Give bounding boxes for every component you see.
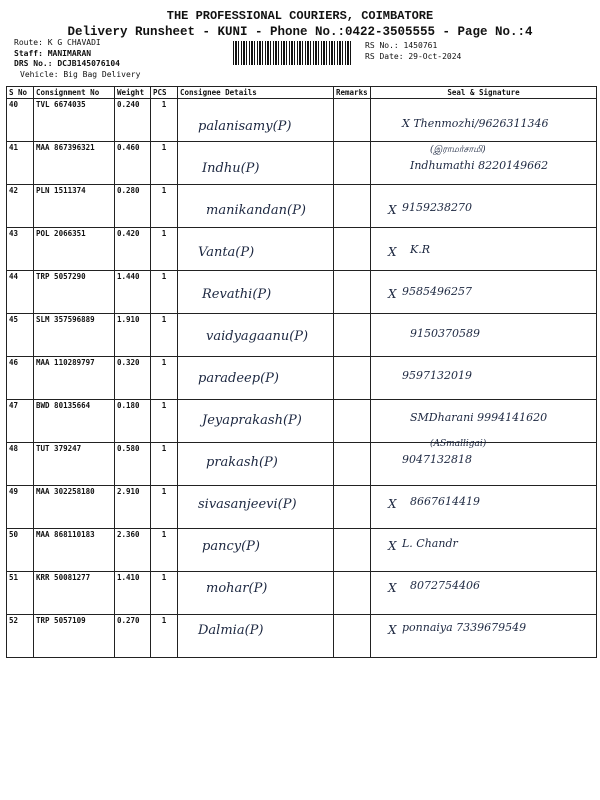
- consignment-cell: MAA 302258180: [34, 486, 115, 529]
- pcs-cell: 1: [151, 357, 178, 400]
- signature-text: 9047132818: [402, 453, 472, 466]
- consignment-cell: TVL 6674035: [34, 99, 115, 142]
- column-header: PCS: [151, 87, 178, 99]
- column-header: Seal & Signature: [371, 87, 597, 99]
- weight-cell: 1.440: [115, 271, 151, 314]
- consignment-cell: PLN 1511374: [34, 185, 115, 228]
- sno-cell: 47: [7, 400, 34, 443]
- consignment-cell: POL 2066351: [34, 228, 115, 271]
- signature-text: SMDharani 9994141620: [410, 411, 548, 424]
- consignment-cell: MAA 868110183: [34, 529, 115, 572]
- signature-mark: X: [388, 287, 397, 301]
- table-row: [7, 271, 597, 314]
- sno-cell: 43: [7, 228, 34, 271]
- consignment-cell: MAA 867396321: [34, 142, 115, 185]
- pcs-cell: 1: [151, 615, 178, 658]
- remarks-cell: [334, 443, 371, 486]
- pcs-cell: 1: [151, 185, 178, 228]
- sno-cell: 52: [7, 615, 34, 658]
- weight-cell: 2.910: [115, 486, 151, 529]
- weight-cell: 0.320: [115, 357, 151, 400]
- remarks-cell: [334, 529, 371, 572]
- signature-mark: X: [388, 539, 397, 553]
- consignment-cell: SLM 357596889: [34, 314, 115, 357]
- drs-value: DCJB145076104: [57, 59, 120, 68]
- staff-value: MANIMARAN: [47, 48, 92, 58]
- consignment-cell: KRR 50081277: [34, 572, 115, 615]
- column-header: Consignee Details: [178, 87, 334, 99]
- table-row: [7, 357, 597, 400]
- signature-text: K.R: [410, 243, 430, 256]
- consignee-name: sivasanjeevi(P): [198, 497, 297, 512]
- weight-cell: 0.420: [115, 228, 151, 271]
- barcode-icon: [233, 41, 353, 65]
- signature-text: 9585496257: [402, 285, 472, 298]
- consignment-cell: MAA 110289797: [34, 357, 115, 400]
- signature-text: 9159238270: [402, 201, 472, 214]
- sno-cell: 50: [7, 529, 34, 572]
- rs-no-value: 1450761: [403, 41, 438, 50]
- consignee-name: palanisamy(P): [198, 119, 292, 134]
- remarks-cell: [334, 185, 371, 228]
- signature-mark: X: [388, 581, 397, 595]
- seal-signature-cell: [371, 228, 597, 271]
- weight-cell: 0.270: [115, 615, 151, 658]
- column-header: S No: [7, 87, 34, 99]
- signature-mark: X: [388, 203, 397, 217]
- sno-cell: 42: [7, 185, 34, 228]
- consignee-name: prakash(P): [206, 455, 278, 470]
- remarks-cell: [334, 99, 371, 142]
- remarks-cell: [334, 400, 371, 443]
- rs-date-value: 29-Oct-2024: [408, 51, 462, 61]
- consignee-name: Jeyaprakash(P): [202, 413, 302, 428]
- sno-cell: 49: [7, 486, 34, 529]
- remarks-cell: [334, 271, 371, 314]
- weight-cell: 0.460: [115, 142, 151, 185]
- sno-cell: 46: [7, 357, 34, 400]
- signature-mark: X: [388, 497, 397, 511]
- signature-text: 9597132019: [402, 369, 472, 382]
- signature-mark: (இராமர்சாமி): [430, 145, 486, 155]
- seal-signature-cell: [371, 314, 597, 357]
- vehicle-value: Big Bag Delivery: [63, 69, 141, 79]
- remarks-cell: [334, 572, 371, 615]
- signature-text: L. Chandr: [402, 537, 458, 550]
- table-header-row: [7, 87, 597, 99]
- weight-cell: 0.240: [115, 99, 151, 142]
- sheet-title: THE PROFESSIONAL COURIERS, COIMBATORE: [166, 9, 434, 23]
- pcs-cell: 1: [151, 529, 178, 572]
- column-header: Remarks: [334, 87, 371, 99]
- signature-text: X Thenmozhi/9626311346: [402, 117, 549, 130]
- pcs-cell: 1: [151, 400, 178, 443]
- sno-cell: 45: [7, 314, 34, 357]
- sno-cell: 51: [7, 572, 34, 615]
- route-value: K G CHAVADI: [47, 38, 101, 47]
- column-header: Consignment No: [34, 87, 115, 99]
- consignment-cell: BWD 80135664: [34, 400, 115, 443]
- header-left: Route: K G CHAVADI Staff: MANIMARAN DRS No.: DCJB145076104 Vehicle: Big Bag Delivery: [14, 38, 141, 79]
- sno-cell: 48: [7, 443, 34, 486]
- signature-text: 8072754406: [410, 579, 480, 592]
- table-row: [7, 443, 597, 486]
- pcs-cell: 1: [151, 142, 178, 185]
- pcs-cell: 1: [151, 314, 178, 357]
- weight-cell: 1.910: [115, 314, 151, 357]
- consignment-cell: TRP 5057290: [34, 271, 115, 314]
- consignee-name: vaidyagaanu(P): [206, 329, 309, 344]
- weight-cell: 1.410: [115, 572, 151, 615]
- consignee-name: Vanta(P): [198, 245, 255, 260]
- signature-mark: (ASmalligai): [430, 439, 487, 449]
- remarks-cell: [334, 314, 371, 357]
- sno-cell: 41: [7, 142, 34, 185]
- table-row: [7, 486, 597, 529]
- signature-mark: X: [388, 245, 397, 259]
- seal-signature-cell: [371, 529, 597, 572]
- pcs-cell: 1: [151, 486, 178, 529]
- sno-cell: 40: [7, 99, 34, 142]
- pcs-cell: 1: [151, 228, 178, 271]
- consignee-name: paradeep(P): [198, 371, 279, 386]
- consignee-name: Indhu(P): [202, 161, 260, 176]
- signature-mark: X: [388, 623, 397, 637]
- table-row: [7, 529, 597, 572]
- signature-text: 8667614419: [410, 495, 480, 508]
- weight-cell: 2.360: [115, 529, 151, 572]
- table-row: [7, 572, 597, 615]
- signature-text: Indhumathi 8220149662: [410, 159, 549, 172]
- pcs-cell: 1: [151, 572, 178, 615]
- pcs-cell: 1: [151, 443, 178, 486]
- consignment-cell: TRP 5057109: [34, 615, 115, 658]
- consignment-cell: TUT 379247: [34, 443, 115, 486]
- seal-signature-cell: [371, 486, 597, 529]
- pcs-cell: 1: [151, 271, 178, 314]
- weight-cell: 0.180: [115, 400, 151, 443]
- sheet-subtitle: Delivery Runsheet - KUNI - Phone No.:0422-3505555 - Page No.:4: [67, 25, 533, 39]
- consignee-name: manikandan(P): [206, 203, 306, 218]
- remarks-cell: [334, 228, 371, 271]
- weight-cell: 0.580: [115, 443, 151, 486]
- remarks-cell: [334, 357, 371, 400]
- consignee-name: mohar(P): [206, 581, 268, 596]
- header-right: RS No.: 1450761 RS Date: 29-Oct-2024: [365, 41, 462, 61]
- weight-cell: 0.280: [115, 185, 151, 228]
- remarks-cell: [334, 615, 371, 658]
- consignee-name: Dalmia(P): [198, 623, 264, 638]
- sno-cell: 44: [7, 271, 34, 314]
- consignee-name: pancy(P): [202, 539, 260, 554]
- seal-signature-cell: [371, 572, 597, 615]
- remarks-cell: [334, 142, 371, 185]
- column-header: Weight: [115, 87, 151, 99]
- table-row: [7, 228, 597, 271]
- pcs-cell: 1: [151, 99, 178, 142]
- signature-text: ponnaiya 7339679549: [402, 621, 527, 634]
- remarks-cell: [334, 486, 371, 529]
- consignee-name: Revathi(P): [202, 287, 272, 302]
- signature-text: 9150370589: [410, 327, 480, 340]
